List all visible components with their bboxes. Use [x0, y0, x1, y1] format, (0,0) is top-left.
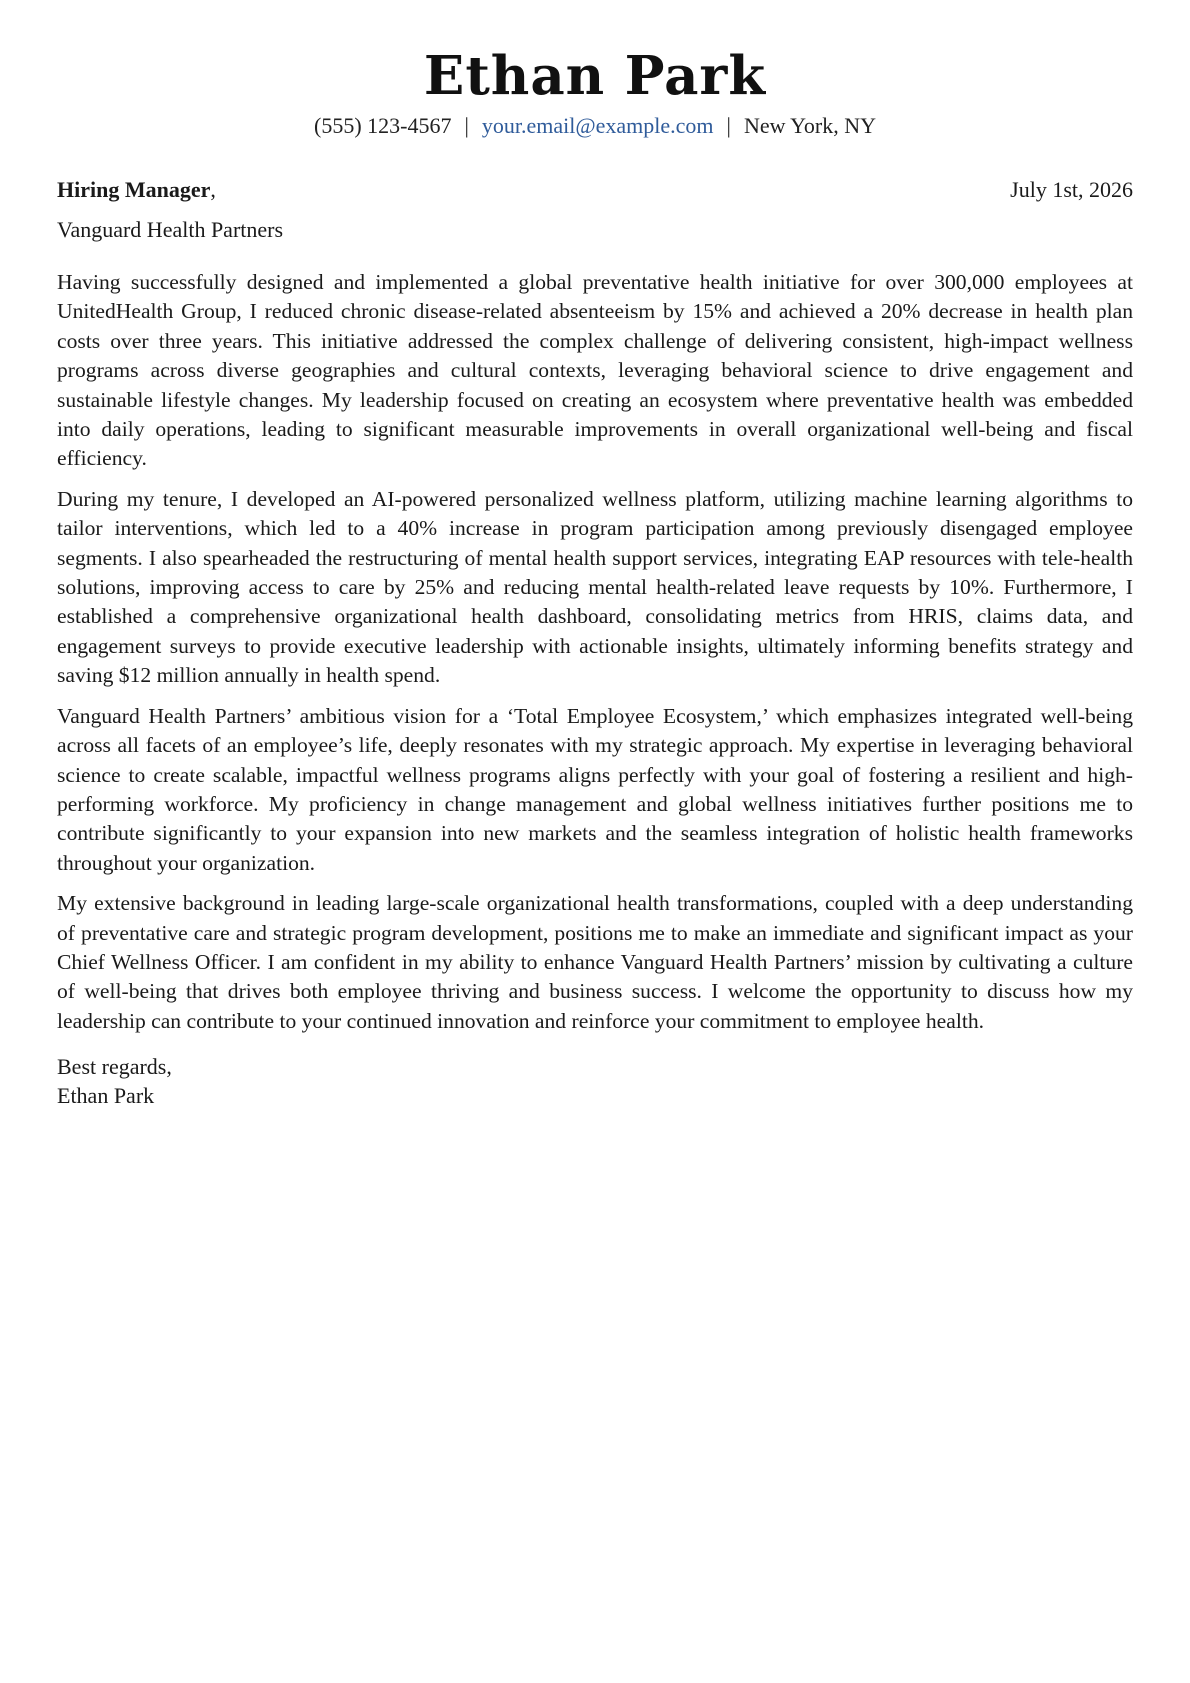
- phone-number: (555) 123-4567: [314, 113, 452, 138]
- letter-body: [57, 268, 1133, 1036]
- body-paragraph: Having successfully designed and implemented a global preventative health initiative for over 300,000 employees at UnitedHealth Group, I reduced chronic disease-related absenteeism by 15% and achieved a 20% decrease in health plan costs over three years. This initiative addressed the complex challenge of delivering consistent, high-impact wellness programs across diverse geographies and cultural contexts, leveraging behavioral science to drive engagement and sustainable lifestyle changes. My leadership focused on creating an ecosystem where preventative health was embedded into daily operations, leading to significant measurable improvements in overall organizational well-being and fiscal efficiency.: [57, 270, 1133, 471]
- contact-separator: |: [464, 113, 469, 138]
- applicant-name: Ethan Park: [423, 45, 767, 107]
- location: New York, NY: [743, 113, 876, 138]
- salutation: [57, 176, 216, 204]
- body-paragraph: Vanguard Health Partners’ ambitious vision for a ‘Total Employee Ecosystem,’ which emphasizes integrated well-being across all facets of an employee’s life, deeply resonates with my strategic approach. My expertise in leveraging behavioral science to create scalable, impactful wellness programs aligns perfectly with your goal of fostering a resilient and high-performing workforce. My proficiency in change management and global wellness initiatives further positions me to contribute significantly to your expansion into new markets and the seamless integration of holistic health frameworks throughout your organization.: [57, 703, 1133, 875]
- cover-letter-page: [57, 0, 1133, 1110]
- letter-date: July 1st, 2026: [1010, 177, 1133, 202]
- contact-separator: |: [726, 113, 731, 138]
- sign-off: Best regards,: [57, 1054, 172, 1080]
- body-paragraph: My extensive background in leading large-scale organizational health transformations, coupled with a deep understanding of preventative care and strategic program development, positions me to make an immediate and significant impact as your Chief Wellness Officer. I am confident in my ability to enhance Vanguard Health Partners’ mission by cultivating a culture of well-being that drives both employee thriving and business success. I welcome the opportunity to discuss how my leadership can contribute to your continued innovation and reinforce your commitment to employee health.: [57, 891, 1133, 1033]
- salutation-row: [57, 176, 1133, 204]
- email-link[interactable]: your.email@example.com: [481, 113, 714, 138]
- recipient-suffix: ,: [210, 177, 216, 202]
- body-paragraph: During my tenure, I developed an AI-powered personalized wellness platform, utilizing machine learning algorithms to tailor interventions, which led to a 40% increase in program participation among previously disengaged employee segments. I also spearheaded the restructuring of mental health support services, integrating EAP resources with tele-health solutions, improving access to care by 25% and reducing mental health-related leave requests by 10%. Furthermore, I established a comprehensive organizational health dashboard, consolidating metrics from HRIS, claims data, and engagement surveys to provide executive leadership with actionable insights, ultimately informing benefits strategy and saving $12 million annually in health spend.: [57, 486, 1133, 688]
- signature-name: Ethan Park: [57, 1083, 155, 1109]
- letter-closing: [57, 1052, 1133, 1110]
- letter-header: [57, 0, 1133, 140]
- recipient-name: Hiring Manager: [57, 177, 211, 202]
- company-name: Vanguard Health Partners: [57, 217, 284, 242]
- contact-line: [57, 112, 1133, 140]
